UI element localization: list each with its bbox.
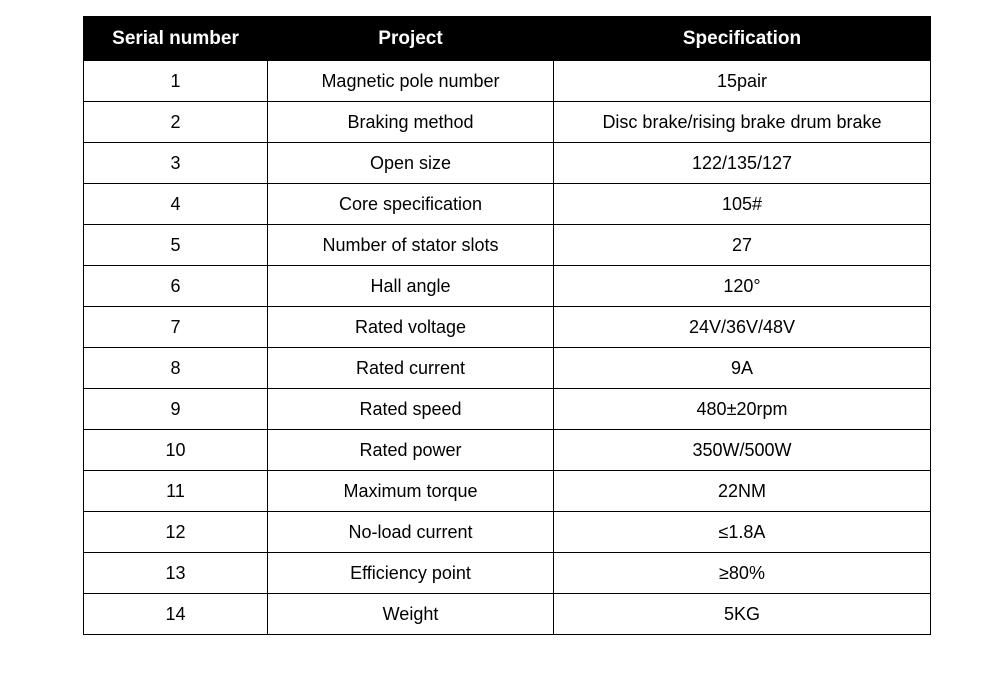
table-row — [84, 512, 931, 553]
table-row — [84, 307, 931, 348]
cell-project: Rated voltage — [268, 307, 554, 348]
table-row — [84, 61, 931, 102]
cell-serial-number: 1 — [84, 61, 268, 102]
cell-serial-number: 4 — [84, 184, 268, 225]
cell-serial-number: 13 — [84, 553, 268, 594]
header-project: Project — [268, 17, 554, 61]
cell-specification: 24V/36V/48V — [554, 307, 931, 348]
cell-specification: 22NM — [554, 471, 931, 512]
cell-specification: ≤1.8A — [554, 512, 931, 553]
table-row — [84, 348, 931, 389]
cell-serial-number: 9 — [84, 389, 268, 430]
cell-specification: 350W/500W — [554, 430, 931, 471]
cell-project: Efficiency point — [268, 553, 554, 594]
table-row — [84, 389, 931, 430]
header-serial-number: Serial number — [84, 17, 268, 61]
cell-project: Rated current — [268, 348, 554, 389]
table-row — [84, 471, 931, 512]
cell-project: No-load current — [268, 512, 554, 553]
specification-table — [83, 16, 931, 635]
cell-serial-number: 8 — [84, 348, 268, 389]
table-header — [84, 17, 931, 61]
cell-serial-number: 10 — [84, 430, 268, 471]
table-row — [84, 553, 931, 594]
cell-specification: 15pair — [554, 61, 931, 102]
cell-serial-number: 6 — [84, 266, 268, 307]
table-row — [84, 143, 931, 184]
cell-serial-number: 11 — [84, 471, 268, 512]
header-specification: Specification — [554, 17, 931, 61]
cell-project: Magnetic pole number — [268, 61, 554, 102]
cell-project: Hall angle — [268, 266, 554, 307]
header-row — [84, 17, 931, 61]
cell-specification: 120° — [554, 266, 931, 307]
cell-serial-number: 5 — [84, 225, 268, 266]
table-row — [84, 225, 931, 266]
cell-project: Rated power — [268, 430, 554, 471]
cell-project: Weight — [268, 594, 554, 635]
cell-serial-number: 2 — [84, 102, 268, 143]
cell-project: Rated speed — [268, 389, 554, 430]
table-body — [84, 61, 931, 635]
cell-specification: ≥80% — [554, 553, 931, 594]
cell-project: Braking method — [268, 102, 554, 143]
cell-specification: 27 — [554, 225, 931, 266]
cell-serial-number: 14 — [84, 594, 268, 635]
cell-specification: 122/135/127 — [554, 143, 931, 184]
cell-project: Number of stator slots — [268, 225, 554, 266]
cell-serial-number: 7 — [84, 307, 268, 348]
table-row — [84, 102, 931, 143]
cell-specification: 480±20rpm — [554, 389, 931, 430]
cell-project: Maximum torque — [268, 471, 554, 512]
cell-serial-number: 12 — [84, 512, 268, 553]
cell-serial-number: 3 — [84, 143, 268, 184]
cell-specification: 5KG — [554, 594, 931, 635]
cell-project: Open size — [268, 143, 554, 184]
table-row — [84, 594, 931, 635]
table-row — [84, 266, 931, 307]
table-row — [84, 430, 931, 471]
cell-specification: Disc brake/rising brake drum brake — [554, 102, 931, 143]
cell-project: Core specification — [268, 184, 554, 225]
cell-specification: 9A — [554, 348, 931, 389]
table-row — [84, 184, 931, 225]
cell-specification: 105# — [554, 184, 931, 225]
